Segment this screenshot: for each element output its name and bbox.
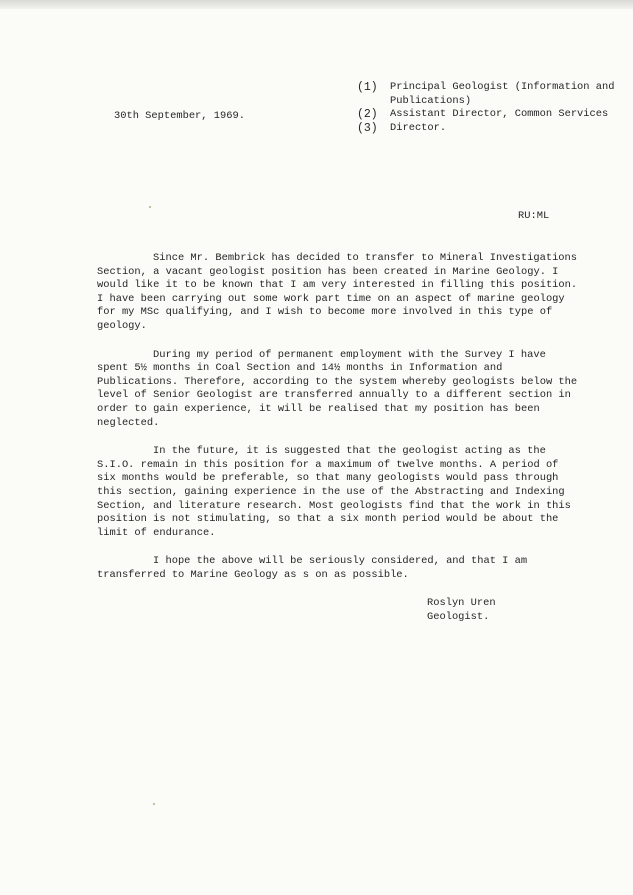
signatory-name: Roslyn Uren — [427, 597, 496, 609]
paper-speck — [149, 206, 151, 208]
distribution-number: (2) — [357, 108, 378, 121]
distribution-recipient: Principal Geologist (Information and Publications) — [390, 81, 615, 107]
distribution-item — [357, 122, 620, 136]
body-paragraph: During my period of permanent employment with the Survey I have spent 5½ months in Coal Section and 14½ months in Information and Publications. Therefore, according to the system whereby geologists below the level of Senior Geologist are transferred annually to a different section in order to gain experience, it will be realised that my position has been neglected. — [97, 348, 578, 429]
body-paragraph: I hope the above will be seriously considered, and that I am transferred to Marine Geology as s on as possible. — [97, 555, 528, 581]
distribution-list — [357, 81, 620, 135]
signature-block — [427, 597, 496, 624]
signatory-title: Geologist. — [427, 610, 490, 623]
body-paragraph: Since Mr. Bembrick has decided to transfer to Mineral Investigations Section, a vacant geologist position has been created in Marine Geology. I would like it to be known that I am very interested in filling this position. I have been carrying out some work part time on an aspect of marine geology for my MSc qualifying, and I wish to become more involved in this type of geology. — [97, 252, 578, 332]
distribution-number: (3) — [357, 121, 378, 135]
body-paragraph: In the future, it is suggested that the geologist acting as the S.I.O. remain in this position for a maximum of twelve months. A period of six months would be preferable, so that many geologists would pass through this section, gaining experience in the use of the Abstracting and Indexing Section, and literature research. Most geologists find that the work in this position is not stimulating, so that a six month period would be about the limit of endurance. — [97, 445, 571, 539]
page-top-edge — [0, 0, 633, 9]
letter-body — [97, 252, 582, 597]
distribution-recipient: Assistant Director, Common Services — [390, 108, 609, 120]
letter-date: 30th September, 1969. — [114, 110, 245, 122]
reference-code: RU:ML — [518, 210, 550, 222]
paper-speck — [153, 803, 155, 805]
distribution-item — [357, 108, 620, 122]
distribution-item — [357, 81, 620, 108]
distribution-number: (1) — [357, 81, 378, 94]
distribution-recipient: Director. — [390, 121, 447, 134]
